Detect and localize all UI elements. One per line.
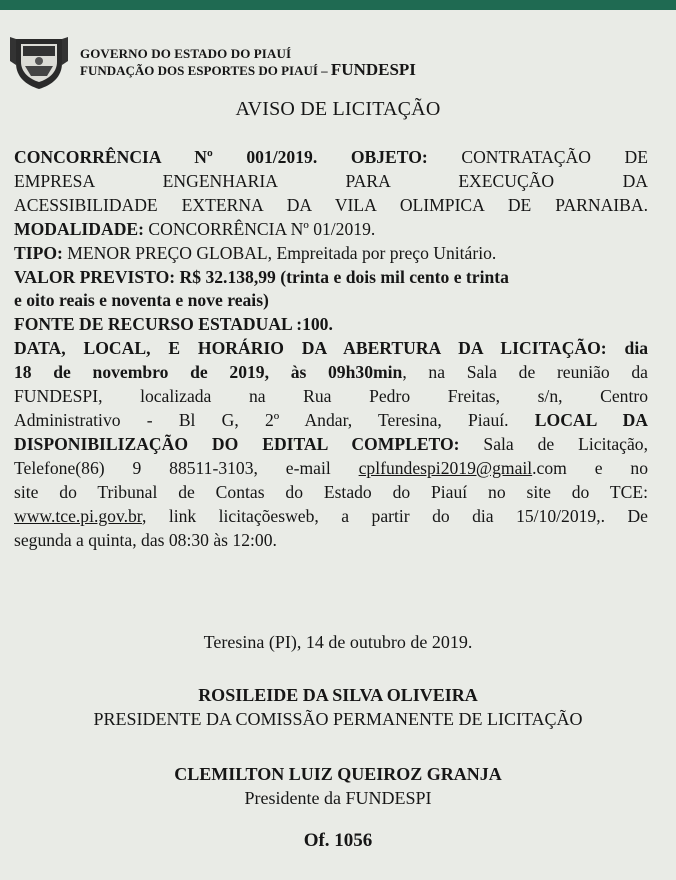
- sala-licitacao: Sala de Licitação,: [459, 433, 648, 454]
- valor-extenso: e oito reais e noventa e nove reais): [14, 290, 269, 311]
- local-label: LOCAL DA: [534, 409, 649, 430]
- telefone-text: Telefone(86) 9 88511-3103, e-mail: [14, 457, 359, 478]
- endereco-line: FUNDESPI, localizada na Rua Pedro Freitas, s/n, Centro: [14, 386, 648, 407]
- objeto-text-1: CONTRATAÇÃO DE: [427, 147, 648, 167]
- data-value: 18 de novembro de 2019, às 09h30min: [14, 362, 403, 383]
- email-link[interactable]: cplfundespi2019@gmail: [358, 457, 533, 478]
- government-name: GOVERNO DO ESTADO DO PIAUÍ: [80, 45, 292, 61]
- signatory-role: Presidente da FUNDESPI: [244, 788, 432, 808]
- concorrencia-label: CONCORRÊNCIA Nº 001/2019. OBJETO:: [14, 147, 428, 167]
- site-tce-line: site do Tribunal de Contas do Estado do Piauí no site do TCE:: [14, 481, 648, 502]
- data-label: DATA, LOCAL, E HORÁRIO DA ABERTURA DA LICITAÇÃO:: [14, 338, 607, 359]
- data-dia: dia: [606, 338, 649, 359]
- top-color-band: [0, 0, 676, 10]
- signatory-role: PRESIDENTE DA COMISSÃO PERMANENTE DE LICITAÇÃO: [93, 709, 583, 729]
- body-line-modalidade: [14, 218, 648, 242]
- tce-url-link[interactable]: www.tce.pi.gov.br: [14, 505, 142, 526]
- signatory-name: CLEMILTON LUIZ QUEIROZ GRANJA: [174, 764, 502, 784]
- body-line-data-value: [14, 361, 648, 385]
- tipo-value: MENOR PREÇO GLOBAL, Empreitada por preço Unitário.: [62, 242, 497, 263]
- foundation-acronym: FUNDESPI: [330, 59, 416, 79]
- objeto-text-3: ACESSIBILIDADE EXTERNA DA VILA OLIMPICA DE PARNAIBA.: [14, 194, 648, 215]
- valor-value-line2: [14, 289, 648, 313]
- body-line-tipo: [14, 242, 648, 266]
- body-line-valor: [14, 266, 648, 290]
- notice-title: AVISO DE LICITAÇÃO: [235, 98, 441, 120]
- body-line-disponibilizacao: [14, 433, 648, 457]
- fonte-recurso-text: FONTE DE RECURSO ESTADUAL :100.: [14, 314, 333, 335]
- body-line-concorrencia: [14, 146, 648, 170]
- notice-page: [0, 10, 676, 880]
- objeto-text-2: EMPRESA ENGENHARIA PARA EXECUÇÃO DA: [14, 170, 648, 191]
- valor-value: R$ 32.138,99 (trinta e dois mil cento e trinta: [175, 266, 509, 287]
- signature-block-president-fundespi: [0, 762, 676, 810]
- modalidade-value: CONCORRÊNCIA Nº 01/2019.: [144, 218, 376, 239]
- notice-body: [14, 146, 648, 552]
- body-line-contato: [14, 457, 648, 481]
- date-place: Teresina (PI), 14 de outubro de 2019.: [203, 632, 473, 652]
- email-rest: .com e no: [532, 457, 648, 478]
- bloco-text: Administrativo - Bl G, 2º Andar, Teresina, Piauí.: [14, 409, 535, 430]
- valor-label: VALOR PREVISTO:: [14, 266, 176, 287]
- disponibilizacao-label: DISPONIBILIZAÇÃO DO EDITAL COMPLETO:: [14, 433, 460, 454]
- oficio-number: Of. 1056: [303, 830, 373, 851]
- body-line-data-label: [14, 337, 648, 361]
- body-line-url: [14, 505, 648, 529]
- tce-url-rest: , link licitaçõesweb, a partir do dia 15/10/2019,. De: [141, 505, 648, 526]
- signature-block-president-commission: [0, 683, 676, 731]
- body-line-bloco: [14, 409, 648, 433]
- fonte-recurso: [14, 313, 648, 337]
- foundation-full-name: FUNDAÇÃO DOS ESPORTES DO PIAUÍ –: [80, 62, 328, 78]
- horario-line: segunda a quinta, das 08:30 às 12:00.: [14, 529, 277, 550]
- signatory-name: ROSILEIDE DA SILVA OLIVEIRA: [198, 685, 478, 705]
- modalidade-label: MODALIDADE:: [14, 218, 144, 239]
- notice-header: [8, 32, 568, 92]
- sala-reuniao: , na Sala de reunião da: [402, 362, 648, 383]
- foundation-name: [80, 59, 416, 79]
- tipo-label: TIPO:: [14, 242, 63, 263]
- state-coat-of-arms-icon: [8, 33, 70, 91]
